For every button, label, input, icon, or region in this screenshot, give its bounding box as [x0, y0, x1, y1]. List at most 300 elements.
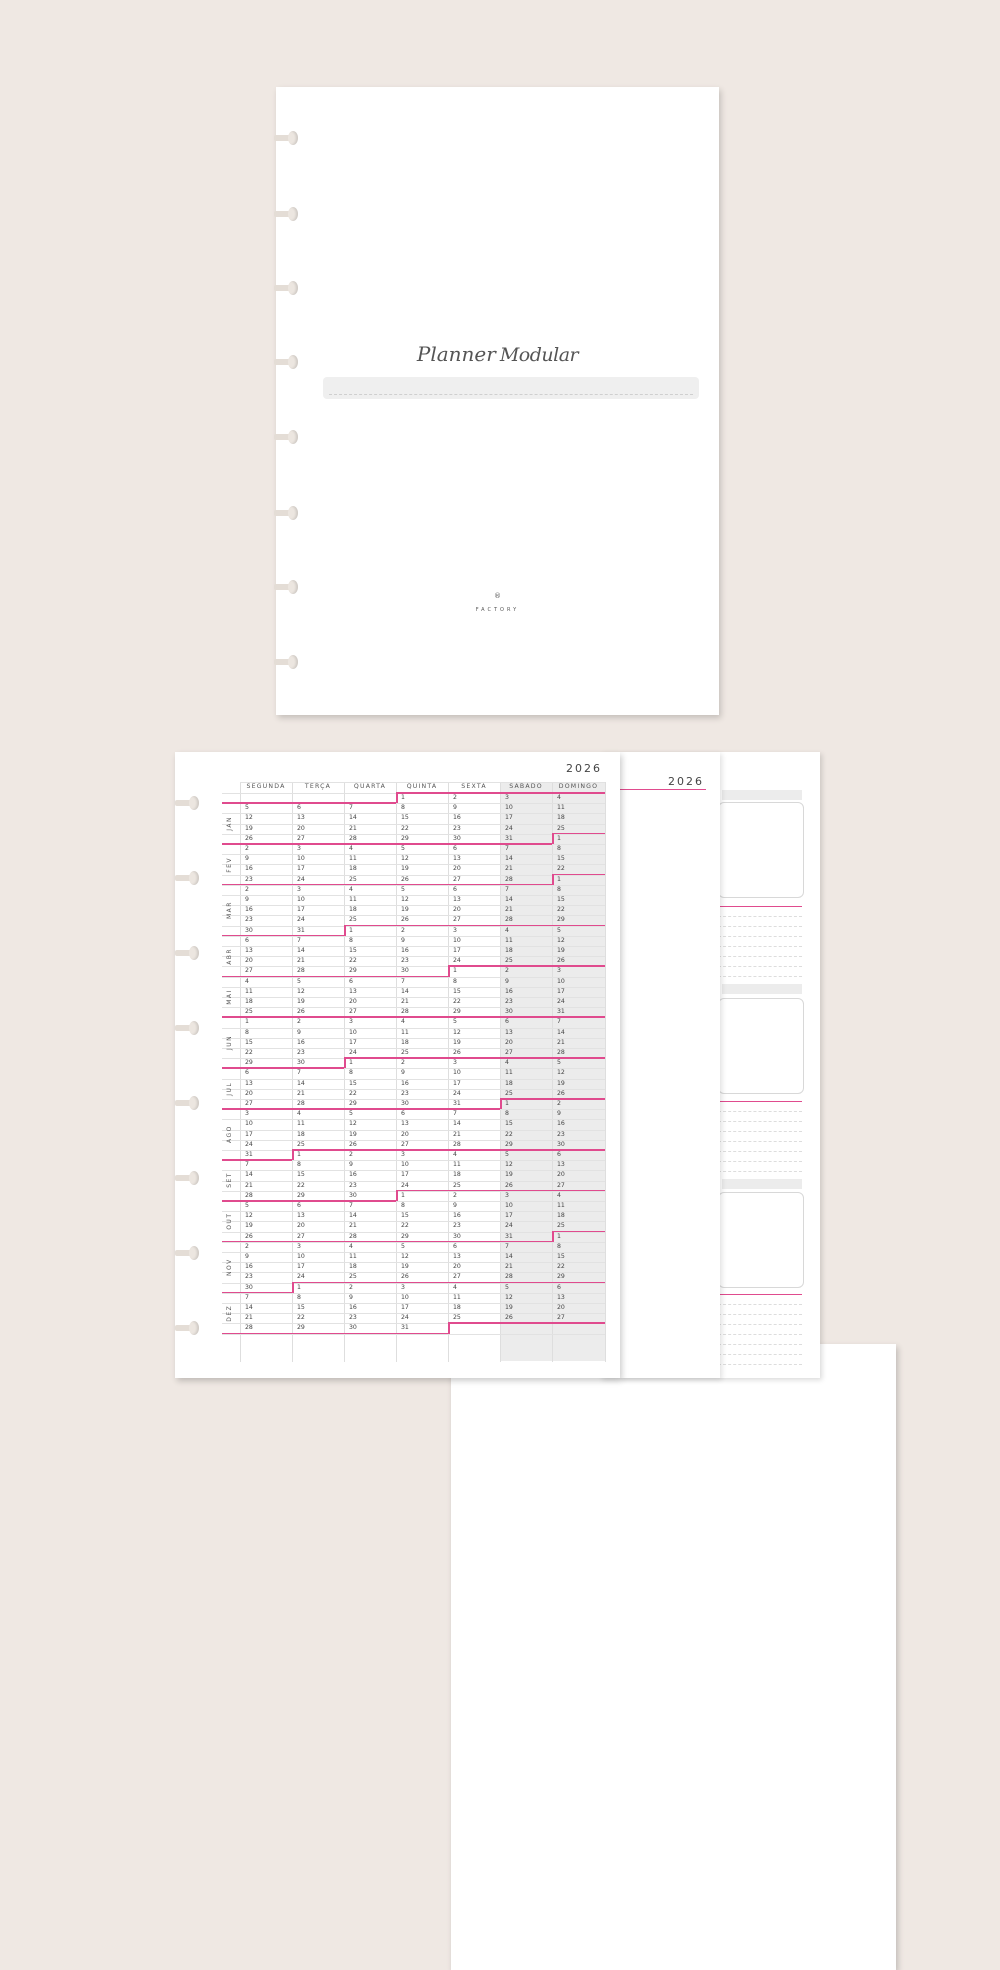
day-cell: 26	[245, 834, 253, 842]
day-cell: 5	[245, 804, 249, 812]
day-cell: 19	[557, 1079, 565, 1087]
day-cell: 27	[505, 1049, 513, 1056]
day-cell: 4	[453, 1283, 457, 1291]
day-cell: 22	[349, 957, 357, 965]
day-cell: 31	[453, 1100, 461, 1107]
day-cell: 2	[349, 1151, 353, 1158]
month-boundary	[292, 1282, 605, 1284]
day-cell: 26	[453, 1049, 461, 1056]
day-cell: 12	[349, 1120, 357, 1128]
day-cell: 5	[245, 1202, 249, 1209]
day-cell: 20	[453, 865, 461, 873]
day-cell: 29	[245, 1059, 253, 1067]
day-cell: 7	[297, 1069, 301, 1077]
day-cell: 23	[505, 998, 513, 1005]
grid-hline	[222, 834, 605, 835]
day-cell: 3	[245, 1110, 249, 1118]
day-cell: 10	[297, 896, 305, 903]
grid-hline	[222, 1089, 605, 1090]
day-cell: 23	[349, 1181, 357, 1189]
month-label: DEZ	[226, 1304, 233, 1322]
day-cell: 19	[505, 1304, 513, 1311]
day-cell: 21	[297, 957, 305, 965]
grid-hline	[222, 864, 605, 865]
grid-hline	[222, 905, 605, 906]
grid-hline	[222, 854, 605, 855]
day-cell: 6	[245, 936, 249, 944]
day-cell: 28	[505, 875, 513, 883]
day-cell: 21	[557, 1038, 565, 1046]
day-cell: 5	[349, 1110, 353, 1118]
day-cell: 8	[557, 885, 561, 893]
grid-hline	[222, 1181, 605, 1182]
day-cell: 2	[245, 845, 249, 852]
month-boundary	[396, 1190, 605, 1192]
weekday-header: QUINTA	[406, 783, 438, 790]
day-cell: 7	[505, 1242, 509, 1250]
day-cell: 12	[557, 936, 565, 944]
grid-hline	[222, 987, 605, 988]
month-boundary	[396, 792, 398, 803]
day-cell: 30	[557, 1140, 565, 1148]
day-cell: 14	[297, 947, 305, 954]
day-cell: 20	[297, 1222, 305, 1230]
logo-subtext: FACTORY	[475, 607, 520, 613]
binder-disc-icon	[175, 1321, 201, 1335]
day-cell: 17	[349, 1038, 357, 1046]
day-cell: 18	[505, 947, 513, 954]
grid-vline	[448, 782, 449, 1362]
day-cell: 28	[505, 916, 513, 924]
day-cell: 31	[297, 926, 305, 934]
day-cell: 1	[297, 1283, 301, 1291]
day-cell: 13	[401, 1120, 409, 1128]
day-cell: 25	[453, 1314, 461, 1322]
day-cell: 22	[245, 1049, 253, 1056]
month-label: NOV	[226, 1258, 233, 1277]
day-cell: 26	[349, 1140, 357, 1148]
day-cell: 20	[401, 1130, 409, 1138]
day-cell: 31	[401, 1324, 409, 1332]
day-cell: 11	[297, 1120, 305, 1128]
day-cell: 21	[245, 1314, 253, 1322]
day-cell: 6	[297, 1202, 301, 1209]
day-cell: 27	[245, 1100, 253, 1107]
day-cell: 24	[297, 875, 305, 883]
day-cell: 24	[349, 1049, 357, 1056]
day-cell: 1	[349, 1059, 353, 1067]
day-cell: 10	[505, 804, 513, 812]
month-boundary	[552, 833, 605, 835]
month-boundary	[222, 843, 552, 845]
binder-disc-icon	[274, 430, 300, 444]
day-cell: 26	[505, 1181, 513, 1189]
month-boundary	[552, 874, 605, 876]
day-cell: 9	[297, 1028, 301, 1036]
day-cell: 19	[505, 1171, 513, 1179]
day-cell: 27	[453, 916, 461, 924]
day-cell: 13	[349, 987, 357, 995]
day-cell: 3	[401, 1151, 405, 1158]
day-cell: 24	[297, 1273, 305, 1281]
day-cell: 16	[453, 1212, 461, 1220]
grid-hline	[222, 1038, 605, 1039]
grid-vline	[500, 782, 501, 1362]
day-cell: 17	[297, 865, 305, 873]
weekday-header: QUARTA	[353, 783, 387, 790]
month-boundary	[344, 1057, 605, 1059]
day-cell: 17	[245, 1130, 253, 1138]
day-cell: 11	[349, 1253, 357, 1260]
day-cell: 15	[557, 896, 565, 903]
day-cell: 10	[453, 1069, 461, 1077]
day-cell: 21	[505, 865, 513, 873]
day-cell: 4	[505, 926, 509, 934]
day-cell: 29	[401, 1232, 409, 1240]
month-boundary	[222, 1108, 500, 1110]
day-cell: 6	[401, 1110, 405, 1118]
day-cell: 22	[401, 1222, 409, 1230]
binder-disc-icon	[175, 946, 201, 960]
day-cell: 20	[453, 906, 461, 914]
grid-hline	[222, 1313, 605, 1314]
day-cell: 24	[505, 1222, 513, 1230]
day-cell: 4	[557, 1191, 561, 1199]
day-cell: 5	[505, 1283, 509, 1291]
day-cell: 6	[557, 1283, 561, 1291]
month-label: JUN	[226, 1035, 233, 1051]
grid-vline	[396, 782, 397, 1362]
day-cell: 29	[349, 1100, 357, 1107]
day-cell: 20	[453, 1263, 461, 1271]
grid-vline	[605, 782, 606, 1362]
day-cell: 30	[245, 1283, 253, 1291]
day-cell: 5	[401, 885, 405, 893]
grid-hline	[222, 1252, 605, 1253]
day-cell: 17	[401, 1304, 409, 1311]
day-cell: 28	[401, 1008, 409, 1016]
day-cell: 22	[349, 1089, 357, 1097]
month-boundary	[222, 935, 344, 937]
day-cell: 23	[557, 1130, 565, 1138]
day-cell: 16	[245, 906, 253, 914]
day-cell: 13	[245, 1079, 253, 1087]
day-cell: 27	[297, 834, 305, 842]
day-cell: 10	[245, 1120, 253, 1128]
day-cell: 26	[557, 957, 565, 965]
day-cell: 20	[557, 1304, 565, 1311]
day-cell: 6	[297, 804, 301, 812]
day-cell: 26	[401, 1273, 409, 1281]
day-cell: 25	[245, 1008, 253, 1016]
day-cell: 27	[453, 1273, 461, 1281]
grid-hline	[222, 875, 605, 876]
day-cell: 27	[453, 875, 461, 883]
day-cell: 12	[297, 987, 305, 995]
day-cell: 16	[245, 1263, 253, 1271]
day-cell: 11	[349, 855, 357, 863]
month-label: MAI	[226, 989, 233, 1005]
day-cell: 7	[245, 1293, 249, 1301]
day-cell: 29	[349, 967, 357, 975]
day-cell: 27	[401, 1140, 409, 1148]
binder-disc-icon	[175, 1246, 201, 1260]
day-cell: 15	[453, 987, 461, 995]
month-boundary	[222, 1016, 605, 1018]
day-cell: 23	[297, 1049, 305, 1056]
day-cell: 5	[557, 926, 561, 934]
back-page-year: 2026	[668, 775, 704, 788]
day-cell: 30	[401, 1100, 409, 1107]
day-cell: 1	[401, 794, 405, 801]
month-boundary	[448, 965, 605, 967]
day-cell: 13	[245, 947, 253, 954]
day-cell: 15	[245, 1038, 253, 1046]
day-cell: 14	[297, 1079, 305, 1087]
day-cell: 17	[505, 1212, 513, 1220]
day-cell: 20	[505, 1038, 513, 1046]
day-cell: 7	[245, 1161, 249, 1169]
day-cell: 7	[505, 885, 509, 893]
day-cell: 22	[557, 906, 565, 914]
day-cell: 30	[505, 1008, 513, 1016]
day-cell: 1	[505, 1100, 509, 1107]
day-cell: 31	[557, 1008, 565, 1016]
grid-hline	[222, 946, 605, 947]
day-cell: 15	[349, 947, 357, 954]
day-cell: 26	[401, 875, 409, 883]
day-cell: 1	[557, 834, 561, 842]
day-cell: 2	[557, 1100, 561, 1107]
day-cell: 6	[453, 1242, 457, 1250]
day-cell: 19	[297, 998, 305, 1005]
day-cell: 25	[453, 1181, 461, 1189]
day-cell: 3	[297, 885, 301, 893]
day-cell: 23	[245, 875, 253, 883]
month-boundary	[222, 1241, 552, 1243]
day-cell: 10	[401, 1293, 409, 1301]
day-cell: 12	[401, 896, 409, 903]
day-cell: 28	[349, 1232, 357, 1240]
day-cell: 17	[297, 1263, 305, 1271]
month-boundary	[222, 884, 552, 886]
day-cell: 14	[245, 1171, 253, 1179]
day-cell: 30	[349, 1324, 357, 1332]
day-cell: 25	[505, 1089, 513, 1097]
day-cell: 29	[297, 1324, 305, 1332]
brand-logo	[276, 592, 719, 613]
month-boundary	[344, 925, 605, 927]
grid-hline	[222, 997, 605, 998]
day-cell: 18	[245, 998, 253, 1005]
day-cell: 2	[245, 885, 249, 893]
month-boundary	[292, 1149, 605, 1151]
day-cell: 12	[401, 855, 409, 863]
day-cell: 7	[349, 804, 353, 812]
day-cell: 25	[401, 1049, 409, 1056]
day-cell: 26	[245, 1232, 253, 1240]
day-cell: 25	[349, 916, 357, 924]
day-cell: 4	[349, 1242, 353, 1250]
grid-hline	[222, 915, 605, 916]
day-cell: 21	[349, 824, 357, 832]
day-cell: 7	[349, 1202, 353, 1209]
day-cell: 21	[505, 1263, 513, 1271]
binder-disc-icon	[274, 207, 300, 221]
day-cell: 18	[349, 1263, 357, 1271]
day-cell: 16	[453, 814, 461, 822]
day-cell: 3	[297, 845, 301, 852]
weekday-header: TERÇA	[304, 783, 332, 790]
day-cell: 1	[245, 1018, 249, 1026]
day-cell: 18	[349, 906, 357, 914]
day-cell: 18	[505, 1079, 513, 1087]
calendar-year: 2026	[566, 762, 602, 775]
day-cell: 16	[349, 1304, 357, 1311]
day-cell: 8	[245, 1028, 249, 1036]
day-cell: 8	[401, 1202, 405, 1209]
day-cell: 20	[297, 824, 305, 832]
day-cell: 16	[505, 987, 513, 995]
day-cell: 6	[245, 1069, 249, 1077]
day-cell: 19	[349, 1130, 357, 1138]
day-cell: 13	[453, 1253, 461, 1260]
day-cell: 25	[557, 824, 565, 832]
day-cell: 29	[505, 1140, 513, 1148]
day-cell: 5	[557, 1059, 561, 1067]
day-cell: 27	[557, 1314, 565, 1322]
day-cell: 10	[297, 855, 305, 863]
day-cell: 12	[505, 1161, 513, 1169]
day-cell: 16	[297, 1038, 305, 1046]
binder-disc-icon	[175, 1171, 201, 1185]
day-cell: 19	[245, 1222, 253, 1230]
day-cell: 29	[557, 916, 565, 924]
day-cell: 12	[245, 814, 253, 822]
planner-cover	[276, 87, 719, 715]
month-label: ABR	[226, 947, 233, 965]
day-cell: 19	[401, 865, 409, 873]
grid-hline	[222, 1007, 605, 1008]
day-cell: 8	[505, 1110, 509, 1118]
day-cell: 14	[245, 1304, 253, 1311]
day-cell: 5	[401, 1242, 405, 1250]
month-label: OUT	[226, 1212, 233, 1231]
day-cell: 30	[453, 1232, 461, 1240]
day-cell: 24	[557, 998, 565, 1005]
day-cell: 28	[557, 1049, 565, 1056]
day-cell: 4	[245, 977, 249, 985]
month-boundary	[222, 1067, 344, 1069]
day-cell: 27	[557, 1181, 565, 1189]
day-cell: 31	[505, 834, 513, 842]
binder-disc-icon	[274, 131, 300, 145]
day-cell: 24	[245, 1140, 253, 1148]
day-cell: 20	[245, 957, 253, 965]
day-cell: 8	[557, 1242, 561, 1250]
grid-hline	[222, 1170, 605, 1171]
binder-disc-icon	[274, 281, 300, 295]
day-cell: 5	[453, 1018, 457, 1026]
day-cell: 4	[557, 794, 561, 801]
day-cell: 7	[453, 1110, 457, 1118]
grid-vline	[344, 782, 345, 1362]
day-cell: 1	[401, 1191, 405, 1199]
day-cell: 21	[401, 998, 409, 1005]
binder-disc-icon	[175, 1096, 201, 1110]
day-cell: 18	[453, 1171, 461, 1179]
day-cell: 13	[505, 1028, 513, 1036]
day-cell: 15	[557, 855, 565, 863]
day-cell: 26	[297, 1008, 305, 1016]
name-field[interactable]	[323, 377, 699, 399]
day-cell: 18	[557, 1212, 565, 1220]
day-cell: 23	[349, 1314, 357, 1322]
day-cell: 28	[505, 1273, 513, 1281]
day-cell: 13	[453, 896, 461, 903]
grid-hline	[222, 1232, 605, 1233]
day-cell: 15	[297, 1304, 305, 1311]
day-cell: 2	[453, 1191, 457, 1199]
day-cell: 5	[297, 977, 301, 985]
day-cell: 25	[349, 1273, 357, 1281]
day-cell: 29	[297, 1191, 305, 1199]
day-cell: 26	[401, 916, 409, 924]
day-cell: 22	[297, 1314, 305, 1322]
grid-hline	[222, 1221, 605, 1222]
day-cell: 22	[557, 1263, 565, 1271]
day-cell: 29	[453, 1008, 461, 1016]
day-cell: 30	[297, 1059, 305, 1067]
day-cell: 16	[401, 1079, 409, 1087]
day-cell: 10	[453, 936, 461, 944]
day-cell: 24	[505, 824, 513, 832]
weekday-header: SEGUNDA	[246, 783, 286, 790]
day-cell: 17	[453, 947, 461, 954]
grid-hline	[222, 1272, 605, 1273]
grid-hline	[222, 813, 605, 814]
day-cell: 4	[349, 845, 353, 852]
day-cell: 30	[245, 926, 253, 934]
day-cell: 12	[401, 1253, 409, 1260]
day-cell: 11	[349, 896, 357, 903]
weekday-header: SÁBADO	[509, 783, 543, 790]
month-boundary	[448, 965, 450, 976]
day-cell: 17	[505, 814, 513, 822]
day-cell: 15	[401, 814, 409, 822]
day-cell: 10	[401, 1161, 409, 1169]
grid-hline	[222, 1262, 605, 1263]
binder-disc-icon	[274, 655, 300, 669]
day-cell: 9	[505, 977, 509, 985]
month-boundary	[344, 1057, 346, 1068]
day-cell: 15	[505, 1120, 513, 1128]
day-cell: 21	[453, 1130, 461, 1138]
day-cell: 21	[297, 1089, 305, 1097]
month-label: FEV	[226, 856, 233, 873]
day-cell: 28	[453, 1140, 461, 1148]
day-cell: 14	[505, 896, 513, 903]
day-cell: 18	[453, 1304, 461, 1311]
day-cell: 12	[557, 1069, 565, 1077]
day-cell: 4	[349, 885, 353, 893]
month-label: JUL	[226, 1081, 233, 1096]
day-cell: 12	[453, 1028, 461, 1036]
day-cell: 22	[557, 865, 565, 873]
day-cell: 6	[557, 1151, 561, 1158]
day-cell: 13	[557, 1161, 565, 1169]
day-cell: 28	[297, 967, 305, 975]
